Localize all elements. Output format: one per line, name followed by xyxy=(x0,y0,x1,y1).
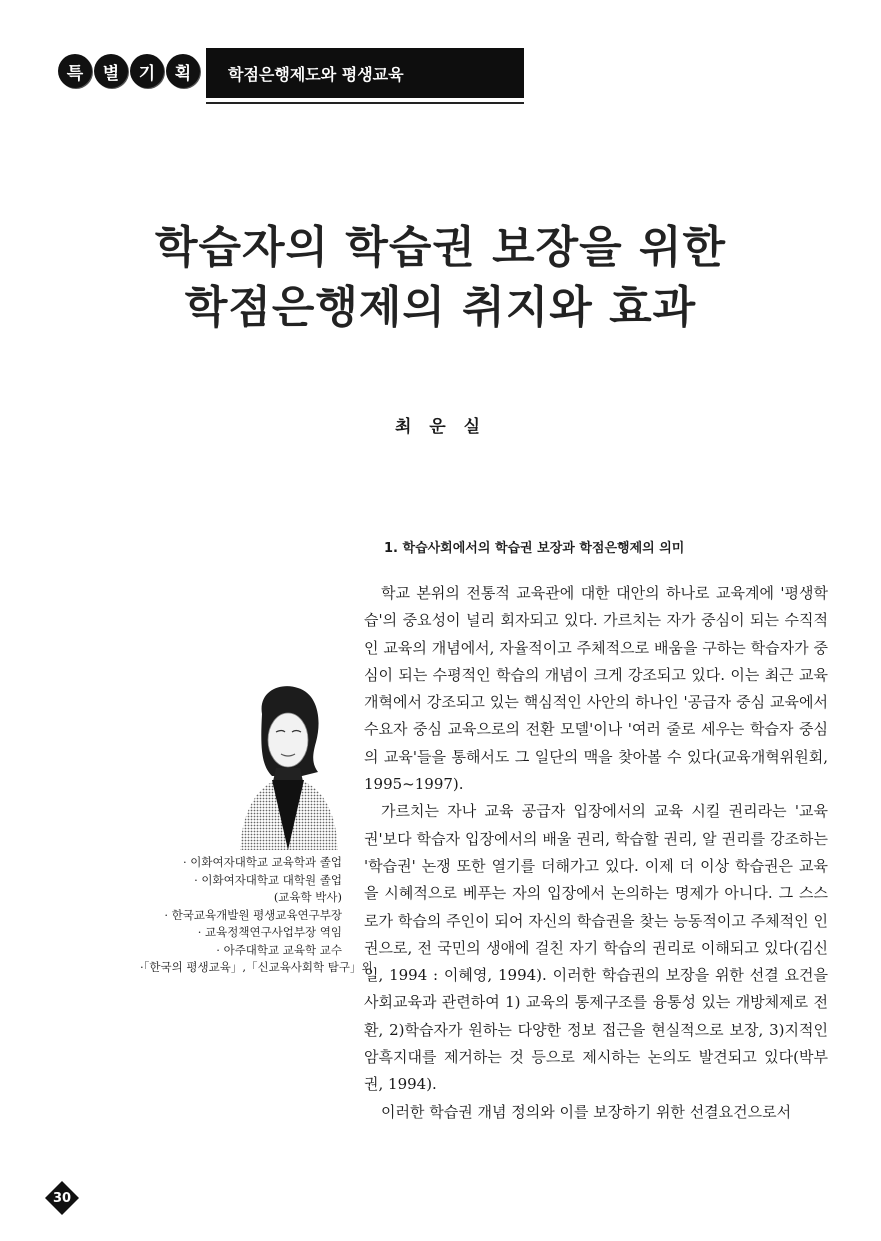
page-number: 30 xyxy=(52,1190,72,1206)
paragraph: 가르치는 자나 교육 공급자 입장에서의 교육 시킬 권리라는 '교육권'보다 학습자 입장에서의 배울 권리, 학습할 권리, 알 권리를 강조하는 '학습권' 논쟁 또한 열기를 더해가고 있다. 이제 더 이상 학습권은 교육을 시혜적으로 베푸는 자의 입장에서 논의하는 명제가 아니다. 그 스스로가 학습의 주인이 되어 자신의 학습권을 찾는 능동적이고 주체적인 인권으로, 전 국민의 생애에 걸친 자기 학습의 권리로 이해되고 있다(김신일, 1994 : 이혜영, 1994). 이러한 학습권의 보장을 위한 선결 요건을 사회교육과 관련하여 1) 교육의 통제구조를 융통성 있는 개방체제로 전환, 2)학습자가 원하는 다양한 정보 접근을 현실적으로 보장, 3)지적인 암흑지대를 제거하는 것 등으로 제시하는 논의도 발견되고 있다(박부권, 1994). xyxy=(364,802,828,1094)
bio-line: · 아주대학교 교육학 교수 xyxy=(216,942,342,957)
series-banner: 학점은행제도와 평생교육 xyxy=(206,48,524,98)
badge-char: 기 xyxy=(130,54,164,88)
special-feature-badges xyxy=(58,54,200,88)
badge-char: 특 xyxy=(58,54,92,88)
bio-line: · 이화여자대학교 교육학과 졸업 xyxy=(182,855,342,869)
title-line-1: 학습자의 학습권 보장을 위한 xyxy=(154,222,726,273)
author-bio xyxy=(140,854,373,977)
badge-char: 획 xyxy=(166,54,200,88)
banner-underline xyxy=(206,102,524,104)
bio-line: ·「한국의 평생교육」,「신교육사회학 탐구」외 xyxy=(140,960,373,974)
page-number-badge xyxy=(44,1180,80,1216)
article-title xyxy=(0,218,881,338)
author-name: 최 운 실 xyxy=(394,417,487,437)
author-photo xyxy=(232,680,342,850)
article-body xyxy=(364,580,828,1126)
bio-line: (교육학 박사) xyxy=(273,890,342,904)
paragraph: 학교 본위의 전통적 교육관에 대한 대안의 하나로 교육계에 '평생학습'의 중요성이 널리 회자되고 있다. 가르치는 자가 중심이 되는 수직적인 교육의 개념에서, 자율적이고 주체적으로 배움을 구하는 학습자가 중심이 되는 수평적인 학습의 개념이 크게 강조되고 있다. 이는 최근 교육개혁에서 강조되고 있는 핵심적인 사안의 하나인 '공급자 중심 교육에서 수요자 중심 교육으로의 전환 모델'이나 '여러 줄로 세우는 학습자 중심의 교육'들을 통해서도 그 일단의 맥을 찾아볼 수 있다(교육개혁위원회, 1995~1997). xyxy=(364,584,828,794)
title-line-2: 학점은행제의 취지와 효과 xyxy=(184,282,697,333)
bio-line: · 한국교육개발원 평생교육연구부장 xyxy=(164,907,342,922)
section-heading: 1. 학습사회에서의 학습권 보장과 학점은행제의 의미 xyxy=(384,541,685,556)
paragraph: 이러한 학습권 개념 정의와 이를 보장하기 위한 선결요건으로서 xyxy=(381,1102,792,1121)
bio-line: · 교육정책연구사업부장 역임 xyxy=(197,925,342,939)
badge-char: 별 xyxy=(94,54,128,88)
bio-line: · 이화여자대학교 대학원 졸업 xyxy=(194,872,342,887)
